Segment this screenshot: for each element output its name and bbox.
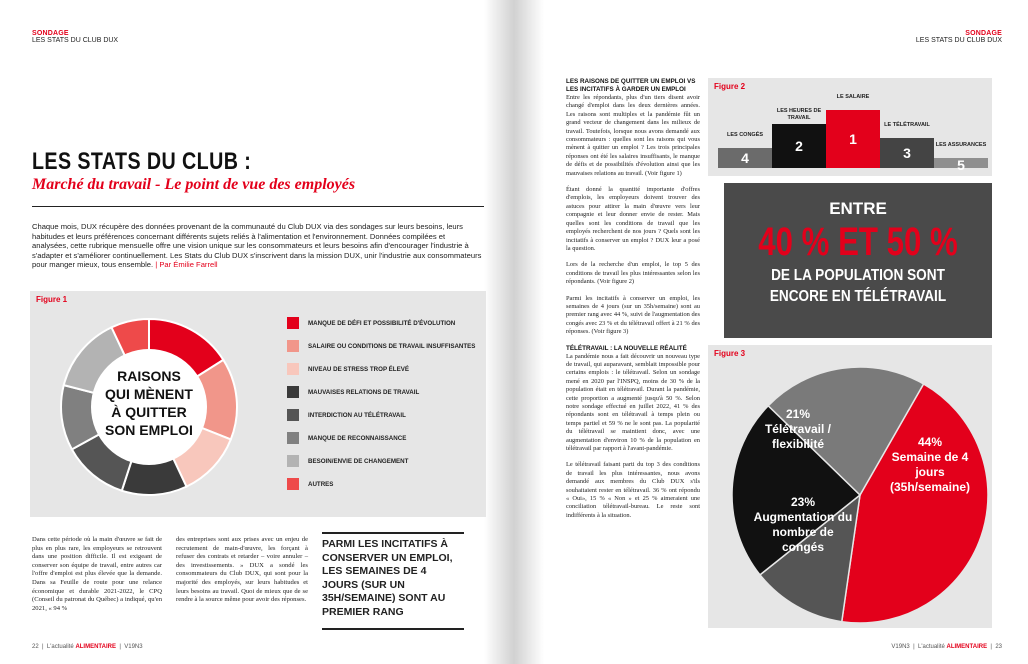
legend-label: SALAIRE OU CONDITIONS DE TRAVAIL INSUFFISANTES: [308, 342, 476, 350]
pie-label-44: 44% Semaine de 4 jours (35h/semaine): [889, 435, 971, 494]
legend-item: [287, 386, 419, 398]
legend-item: [287, 478, 333, 490]
figure-3: Figure 3 44% Semaine de 4 jours (35h/semaine) 23% Augmentation du nombre de congés 21% Télétravail / flexibilité: [708, 345, 992, 628]
legend-item: [287, 363, 409, 375]
legend-label: MANQUE DE DÉFI ET POSSIBILITÉ D'ÉVOLUTION: [308, 319, 456, 327]
article-column: LES RAISONS DE QUITTER UN EMPLOI VS LES INCITATIFS À GARDER UN EMPLOI Entre les répondants, plus d'un tiers disent avoir changé d'emploi dans les deux dernières années. Les raisons sont multiples et la pandémie fût un grand vecteur de changement dans les milieux de travail. Toutefois, lorsque nous avons demandé aux consommateurs : quelles sont les raisons qui vous mènent à quitter un emploi ? Les trois principales réponses ont été les salaires insuffisants, le manque de défis et de possibilités d'évolution ainsi que les mauvaises relations au travail. (Voir figure 1) Étant donné la quantité importante d'offres d'emplois, les employeurs doivent trouver des astuces pour attirer la main d'œuvre vers leur compagnie et leur donner envie de rester. Mais quelles sont les conditions de travail que les employés recherchent de nos jours ? Quels sont les incitatifs à conserver un emploi ? DUX leur a posé la question. Lors de la recherche d'un emploi, le top 5 des conditions de travail les plus intéressantes selon les répondants. (Voir figure 2) Parmi les incitatifs à conserver un emploi, les semaines de 4 jours (sur un 35h/semaine) sont au premier rang avec 44 %, suivi de l'augmentation des congés avec 23 % et du télétravail offert à 21 % des réponses. (Voir figure 3) TÉLÉTRAVAIL : LA NOUVELLE RÉALITÉ La pandémie nous a fait découvrir un nouveau type de travail, qui auparavant, semblait impossible pour certains emplois : le télétravail. Selon un sondage mené en 2020 par l'INSPQ, moins de 30 % de la population était en télétravail. Durant la pandémie, cette proportion a augmenté jusqu'à 50 %. Selon notre sondage effectué en juillet 2022, 41 % des répondants sont en télétravail à temps plein ou temps partiel et 59 % ne le sont pas. La popularité du télétravail se maintient donc, avec une augmentation d'environ 10 % de la population en télétravail par rapport à l'avant-pandémie. Le télétravail faisant parti du top 3 des conditions de travail les plus intéressantes, nous avons demandé aux membres du Club DUX s'ils souhaitaient rester en télétravail. 36 % ont répondu « Oui», 15 % « Non » et 25 % aimeraient une conciliation télétravail-bureau. Le reste sont indifférents à la situation.: [566, 78, 700, 519]
podium-bar: 3: [880, 138, 934, 168]
legend-swatch: [287, 455, 299, 467]
legend-label: MAUVAISES RELATIONS DE TRAVAIL: [308, 388, 420, 396]
figure-2: Figure 2 4 LES CONGÉS 2 LES HEURES DE TRAVAIL 1 LE SALAIRE 3 LE TÉLÉTRAVAIL 5 LES ASSURANCES: [708, 78, 992, 176]
intro-text: Chaque mois, DUX récupère des données provenant de la communauté du Club DUX via des sondages sur leurs besoins, leurs habitudes et leurs préférences concernant différents sujets reliés à l'alimentation et l'environnement. Données compilées et analysées, cette rubrique mensuelle offre une vision unique sur les consommateurs et leurs besoins afin d'encourager l'industrie à s'adapter et s'améliorer continuellement. Les Stats du Club DUX s'inscrivent dans la mission DUX, unir l'industrie aux consommateurs pour manger mieux, tous ensemble. | Par Émilie Farrell: [32, 222, 482, 270]
author: | Par Émilie Farrell: [155, 260, 218, 270]
heading-1: LES RAISONS DE QUITTER UN EMPLOI VS LES INCITATIFS À GARDER UN EMPLOI: [566, 78, 696, 93]
podium-bar: 1: [826, 110, 880, 168]
legend-swatch: [287, 478, 299, 490]
podium-label: LES HEURES DE TRAVAIL: [776, 108, 822, 121]
section-kicker: SONDAGE: [32, 30, 69, 37]
legend-label: AUTRES: [308, 480, 334, 488]
stat-line2: 40 % ET 50 %: [758, 220, 958, 264]
section-header-right: SONDAGE LES STATS DU CLUB DUX: [915, 30, 1002, 44]
page-subtitle: Marché du travail - Le point de vue des employés: [32, 176, 356, 193]
page-title: LES STATS DU CLUB :: [32, 148, 252, 175]
legend-swatch: [287, 363, 299, 375]
stat-line1: ENTRE: [829, 199, 887, 218]
legend-item: [287, 432, 406, 444]
legend-swatch: [287, 409, 299, 421]
figure-1: [30, 291, 486, 517]
figure-1-label: Figure 1: [36, 295, 68, 304]
legend-item: [287, 455, 408, 467]
legend-swatch: [287, 340, 299, 352]
body-col-2: des entreprises sont aux prises avec un enjeu de recrutement de main-d'œuvre, les forçant à refuser des contrats et retarder – voire annuler – des investissements. » DUX a sondé les consommateurs du Club DUX, qui sont pour la majorité des employés, sur leurs habitudes et leurs besoins au travail. Quoi de mieux que de se rendre à la source même pour avoir des réponses.: [176, 536, 308, 604]
heading-2: TÉLÉTRAVAIL : LA NOUVELLE RÉALITÉ: [566, 344, 687, 352]
section-header: [32, 30, 118, 44]
legend-label: BESOIN/ENVIE DE CHANGEMENT: [308, 457, 409, 465]
legend-swatch: [287, 317, 299, 329]
section-sub: LES STATS DU CLUB DUX: [32, 37, 119, 44]
legend-item: [287, 340, 475, 352]
legend-item: [287, 317, 455, 329]
podium-label: LE SALAIRE: [836, 94, 870, 100]
legend-label: NIVEAU DE STRESS TROP ÉLEVÉ: [308, 365, 409, 373]
podium-bar: 2: [772, 124, 826, 168]
title-rule: [32, 206, 484, 207]
podium-label: LE TÉLÉTRAVAIL: [884, 122, 930, 128]
legend-item: [287, 409, 406, 421]
legend-swatch: [287, 432, 299, 444]
podium-bar: 4: [718, 148, 772, 168]
donut-center-text: RAISONS QUI MÈNENT À QUITTER SON EMPLOI: [105, 368, 193, 438]
stat-line3: DE LA POPULATION SONT: [771, 267, 945, 284]
pie-label-23: 23% Augmentation du nombre de congés: [753, 495, 853, 554]
podium-bar: 5: [934, 158, 988, 168]
legend-label: INTERDICTION AU TÉLÉTRAVAIL: [308, 411, 406, 419]
legend-label: MANQUE DE RECONNAISSANCE: [308, 434, 407, 442]
folio-left: 22 | L'actualité ALIMENTAIRE | V19N3: [32, 644, 143, 650]
stat-line4: ENCORE EN TÉLÉTRAVAIL: [769, 288, 947, 305]
stat-box: [724, 183, 992, 338]
body-col-1: Dans cette période où la main d'œuvre se fait de plus en plus rare, les employeurs se retrouvent dans une position difficile. Il est exigeant de conserver son équipe de travail, entre autres car l'offre d'emploi est plus élevée que la demande. Dans sa Feuille de route pour une relance économique et durable 2021-2022, le CPQ (Conseil du patronat du Québec) a indiqué, qu'en 2021, « 94 %: [32, 536, 162, 612]
podium-label: LES ASSURANCES: [935, 142, 987, 148]
legend-swatch: [287, 386, 299, 398]
podium-label: LES CONGÉS: [726, 132, 764, 138]
pie-label-21: 21% Télétravail / flexibilité: [764, 407, 832, 451]
folio-right: V19N3 | L'actualité ALIMENTAIRE | 23: [891, 644, 1002, 650]
pull-quote: PARMI LES INCITATIFS À CONSERVER UN EMPLOI, LES SEMAINES DE 4 JOURS (SUR UN 35H/SEMAINE) SONT AU PREMIER RANG: [322, 538, 453, 618]
